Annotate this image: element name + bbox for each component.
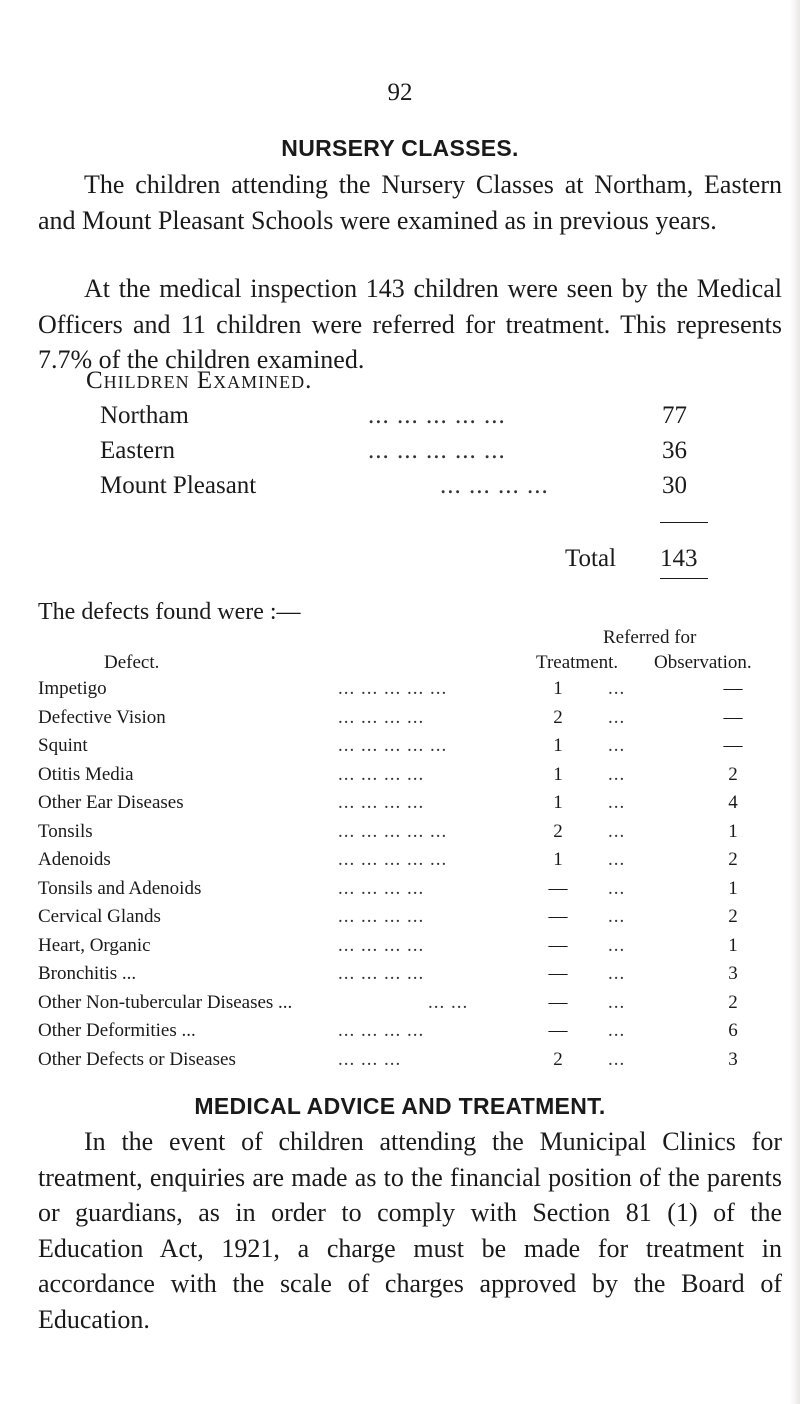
defect-row	[38, 849, 778, 877]
nursery-paragraph-2	[38, 271, 782, 378]
defect-row	[38, 906, 778, 934]
school-name: Eastern	[100, 437, 175, 464]
defect-row	[38, 792, 778, 820]
school-count: 36	[662, 437, 687, 464]
leader-dots: ... ... ... ...	[338, 877, 425, 899]
paragraph-text: At the medical inspection 143 children were seen by the Medical Officers and 11 children were referred for treatment. This represents 7.7% of the children examined.	[38, 274, 782, 374]
referred-for-header: Referred for	[603, 627, 697, 648]
defect-row	[38, 735, 778, 763]
leader-dots: ...	[608, 849, 626, 870]
leader-dots: ...	[608, 820, 626, 842]
school-row-mount-pleasant	[100, 472, 712, 504]
treatment-count: 1	[553, 735, 563, 756]
leader-dots: ...	[608, 706, 626, 728]
school-count: 30	[662, 472, 687, 499]
treatment-count: 2	[553, 1048, 563, 1070]
defect-row	[38, 935, 778, 963]
defect-row	[38, 878, 778, 906]
leader-dots: ... ... ... ...	[338, 792, 425, 813]
observation-count: 2	[728, 991, 738, 1013]
children-examined-title: Children Examined.	[86, 367, 313, 394]
leader-dots: ...	[608, 906, 626, 927]
observation-count: 2	[728, 849, 738, 870]
defect-name: Squint	[38, 735, 88, 756]
treatment-count: 1	[553, 678, 563, 699]
observation-count: 6	[728, 1020, 738, 1041]
school-name: Northam	[100, 402, 189, 429]
sum-rule-top	[660, 522, 708, 523]
observation-column-header: Observation.	[654, 652, 752, 673]
total-label: Total	[565, 545, 617, 572]
leader-dots: ... ... ... ...	[338, 963, 425, 984]
school-row-eastern	[100, 437, 712, 469]
defect-name: Cervical Glands	[38, 906, 161, 927]
defect-name: Defective Vision	[38, 706, 166, 728]
treatment-count: 2	[553, 706, 563, 728]
defect-name: Tonsils and Adenoids	[38, 877, 202, 899]
leader-dots: ... ... ... ...	[338, 934, 425, 956]
defect-row	[38, 1020, 778, 1048]
treatment-count: —	[548, 1020, 568, 1041]
defect-row	[38, 821, 778, 849]
defect-name: Other Non-tubercular Diseases ...	[38, 991, 293, 1013]
defect-name: Other Deformities ...	[38, 1020, 196, 1041]
defect-name: Impetigo	[38, 678, 107, 699]
leader-dots: ... ... ...	[338, 1048, 402, 1070]
treatment-count: —	[548, 934, 568, 956]
defects-intro: The defects found were :—	[38, 599, 301, 625]
leader-dots: ...	[608, 991, 626, 1013]
observation-count: 1	[728, 934, 738, 956]
defect-name: Adenoids	[38, 849, 111, 870]
treatment-count: —	[548, 991, 568, 1013]
observation-count: 2	[728, 763, 738, 785]
defect-name: Other Ear Diseases	[38, 792, 184, 813]
treatment-count: 2	[553, 820, 563, 842]
leader-dots: ...	[608, 963, 626, 984]
total-value: 143	[660, 545, 698, 572]
observation-count: 3	[728, 1048, 738, 1070]
defect-column-header: Defect.	[104, 652, 160, 673]
school-count: 77	[662, 402, 687, 429]
leader-dots: ... ... ... ... ...	[338, 849, 448, 870]
defect-name: Bronchitis ...	[38, 963, 137, 984]
leader-dots: ... ... ... ... ...	[368, 437, 506, 464]
leader-dots: ...	[608, 735, 626, 756]
medical-advice-heading: MEDICAL ADVICE AND TREATMENT.	[194, 1093, 606, 1119]
defect-name: Otitis Media	[38, 763, 134, 785]
leader-dots: ... ... ... ...	[440, 472, 549, 499]
treatment-count: —	[548, 963, 568, 984]
leader-dots: ... ... ... ...	[338, 763, 425, 785]
defect-row	[38, 764, 778, 792]
treatment-count: 1	[553, 763, 563, 785]
observation-count: 2	[728, 906, 738, 927]
leader-dots: ...	[608, 763, 626, 785]
defect-row	[38, 707, 778, 735]
leader-dots: ... ... ... ... ...	[338, 678, 448, 699]
observation-count: —	[723, 735, 743, 756]
treatment-count: 1	[553, 849, 563, 870]
defect-row	[38, 963, 778, 991]
defect-row	[38, 678, 778, 706]
leader-dots: ...	[608, 678, 626, 699]
leader-dots: ...	[608, 1020, 626, 1041]
observation-count: 1	[728, 820, 738, 842]
page-edge-shadow	[790, 0, 800, 1404]
leader-dots: ... ... ... ... ...	[338, 820, 448, 842]
leader-dots: ...	[608, 934, 626, 956]
school-row-northam	[100, 402, 712, 434]
leader-dots: ... ... ... ... ...	[338, 735, 448, 756]
treatment-column-header: Treatment.	[536, 652, 619, 673]
leader-dots: ... ... ... ...	[338, 1020, 425, 1041]
treatment-count: —	[548, 877, 568, 899]
treatment-count: —	[548, 906, 568, 927]
defect-row	[38, 992, 778, 1020]
observation-count: —	[723, 678, 743, 699]
defect-row	[38, 1049, 778, 1077]
school-name: Mount Pleasant	[100, 472, 257, 499]
leader-dots: ... ... ... ... ...	[368, 402, 506, 429]
defect-name: Tonsils	[38, 820, 93, 842]
observation-count: 1	[728, 877, 738, 899]
leader-dots: ...	[608, 1048, 626, 1070]
observation-count: 4	[728, 792, 738, 813]
leader-dots: ... ...	[428, 991, 469, 1013]
paragraph-text: The children attending the Nursery Classes at Northam, Eastern and Mount Pleasant Schools were examined as in previous years.	[38, 170, 782, 235]
nursery-classes-heading: NURSERY CLASSES.	[281, 135, 519, 161]
medical-advice-paragraph	[38, 1124, 782, 1337]
defect-name: Other Defects or Diseases	[38, 1048, 236, 1070]
page-number: 92	[387, 79, 413, 106]
observation-count: —	[723, 706, 743, 728]
leader-dots: ... ... ... ...	[338, 906, 425, 927]
leader-dots: ...	[608, 792, 626, 813]
leader-dots: ... ... ... ...	[338, 706, 425, 728]
nursery-paragraph-1	[38, 167, 782, 238]
treatment-count: 1	[553, 792, 563, 813]
paragraph-text: In the event of children attending the Municipal Clinics for treatment, enquiries are made as to the financial position of the parents or guardians, as in order to comply with Section 81 (1) of the Education Act, 1921, a charge must be made for treatment in accordance with the scale of charges approved by the Board of Education.	[38, 1127, 782, 1334]
leader-dots: ...	[608, 877, 626, 899]
observation-count: 3	[728, 963, 738, 984]
defect-name: Heart, Organic	[38, 934, 151, 956]
sum-rule-bottom	[660, 578, 708, 579]
